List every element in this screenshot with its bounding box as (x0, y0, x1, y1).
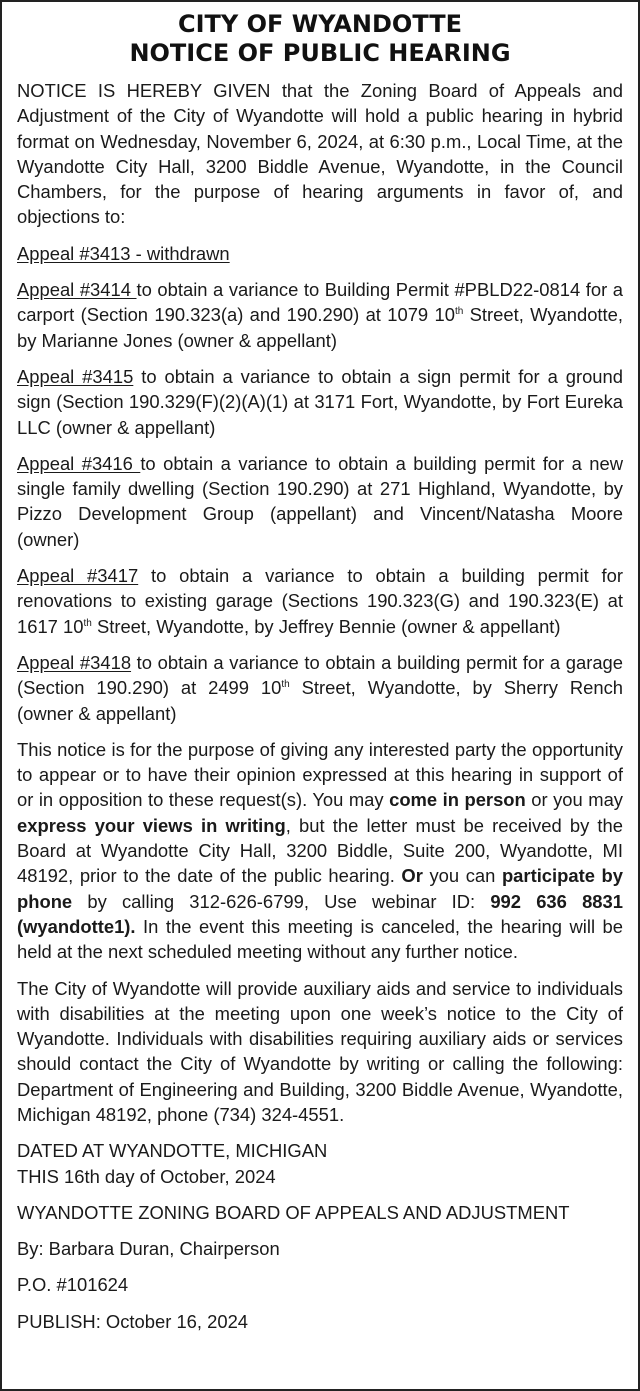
appeal-3418-text-end: Street, Wyandotte, by Sherry Rench (owner & appellant) (17, 677, 623, 724)
or-emphasis: Or (401, 865, 423, 887)
appeal-3414-text-end: Street, Wyandotte, by Marianne Jones (owner & appellant) (17, 304, 623, 351)
webinar-id: 992 636 8831 (wyandotte1). (17, 890, 623, 937)
appeal-3414-sup: th (454, 306, 464, 318)
participation-paragraph (17, 737, 623, 965)
participation-text: , but the letter must be received by the Board at Wyandotte City Hall, 3200 Biddle, Suite 200, Wyandotte, MI 48192, prior to the date of the public hearing. (17, 814, 623, 887)
appeal-3416-label: Appeal #3416 (17, 452, 141, 474)
appeal-3415-label: Appeal #3415 (17, 365, 134, 387)
title-city: CITY OF WYANDOTTE (177, 10, 463, 38)
board-name: WYANDOTTE ZONING BOARD OF APPEALS AND ADJUSTMENT (17, 1201, 570, 1223)
appeal-3417-label: Appeal #3417 (17, 565, 139, 587)
come-in-person: come in person (389, 789, 526, 811)
appeal-3418-label: Appeal #3418 (17, 651, 132, 673)
appeal-3418-text: to obtain a variance to obtain a building permit for a garage (Section 190.290) at 2499 10 (17, 651, 623, 699)
appeal-3417-text: to obtain a variance to obtain a building permit for renovations to existing garage (Sections 190.323(G) and 190.323(E) at 1617 10 (17, 565, 623, 637)
appeal-3417 (17, 563, 623, 639)
title-notice: NOTICE OF PUBLIC HEARING (129, 39, 511, 67)
appeal-3417-sup: th (83, 617, 92, 629)
appeal-3415 (17, 364, 623, 440)
appeal-3414-label: Appeal #3414 (17, 279, 137, 301)
participation-text: by calling 312-626-6799, Use webinar ID: (72, 890, 491, 912)
appeal-3418-sup: th (281, 679, 290, 691)
appeal-3418 (17, 650, 623, 726)
participation-text: This notice is for the purpose of giving any interested party the opportunity to appear or to have their opinion expressed at this hearing in support of or in opposition to these request(s). You may (17, 738, 623, 811)
intro-paragraph: NOTICE IS HEREBY GIVEN that the Zoning Board of Appeals and Adjustment of the City of Wyandotte will hold a public hearing in hybrid format on Wednesday, November 6, 2024, at 6:30 p.m., Local Time, at the Wyandotte City Hall, 3200 Biddle Avenue, Wyandotte, in the Council Chambers, for the purpose of hearing arguments in favor of, and objections to: (17, 80, 623, 228)
appeal-3416-text: to obtain a variance to obtain a building permit for a new single family dwelling (Section 190.290) at 271 Highland, Wyandotte, by Pizzo Development Group (appellant) and Vincent/Natasha Moore (owner) (17, 452, 624, 550)
express-views-in-writing: express your views in writing (17, 814, 286, 836)
appeal-3414-text: to obtain a variance to Building Permit #PBLD22-0814 for a carport (Section 190.323(a) and 190.290) at 1079 10 (17, 279, 624, 326)
dated-day: THIS 16th day of October, 2024 (17, 1165, 276, 1187)
appeal-3413-label: Appeal #3413 - withdrawn (17, 242, 230, 264)
participation-text: or you may (525, 789, 623, 811)
appeal-3416 (17, 451, 623, 552)
dated-location: DATED AT WYANDOTTE, MICHIGAN (17, 1140, 328, 1162)
appeal-3415-text: to obtain a variance to obtain a sign permit for a ground sign (Section 190.329(F)(2)(A)(1) at 3171 Fort, Wyandotte, by Fort Eureka LLC (owner & appellant) (17, 365, 623, 438)
dated-block (17, 1138, 623, 1189)
notice-title (17, 10, 623, 68)
accessibility-paragraph: The City of Wyandotte will provide auxiliary aids and service to individuals with disabilities at the meeting upon one week’s notice to the City of Wyandotte. Individuals with disabilities requiring auxiliary aids or services should contact the City of Wyandotte by writing or calling the following: Department of Engineering and Building, 3200 Biddle Avenue, Wyandotte, Michigan 48192, phone (734) 324-4551. (17, 977, 623, 1125)
appeal-3413 (17, 241, 623, 266)
participation-text: you can (422, 865, 502, 887)
appeal-3414 (17, 277, 623, 353)
publish-date: PUBLISH: October 16, 2024 (17, 1310, 249, 1332)
appeal-3417-text-end: Street, Wyandotte, by Jeffrey Bennie (owner & appellant) (91, 615, 561, 637)
participate-by-phone: participate by phone (17, 865, 624, 912)
po-number: P.O. #101624 (17, 1274, 129, 1296)
participation-text: In the event this meeting is canceled, the hearing will be held at the next scheduled meeting without any further notice. (17, 915, 623, 963)
signature-line: By: Barbara Duran, Chairperson (17, 1238, 280, 1260)
